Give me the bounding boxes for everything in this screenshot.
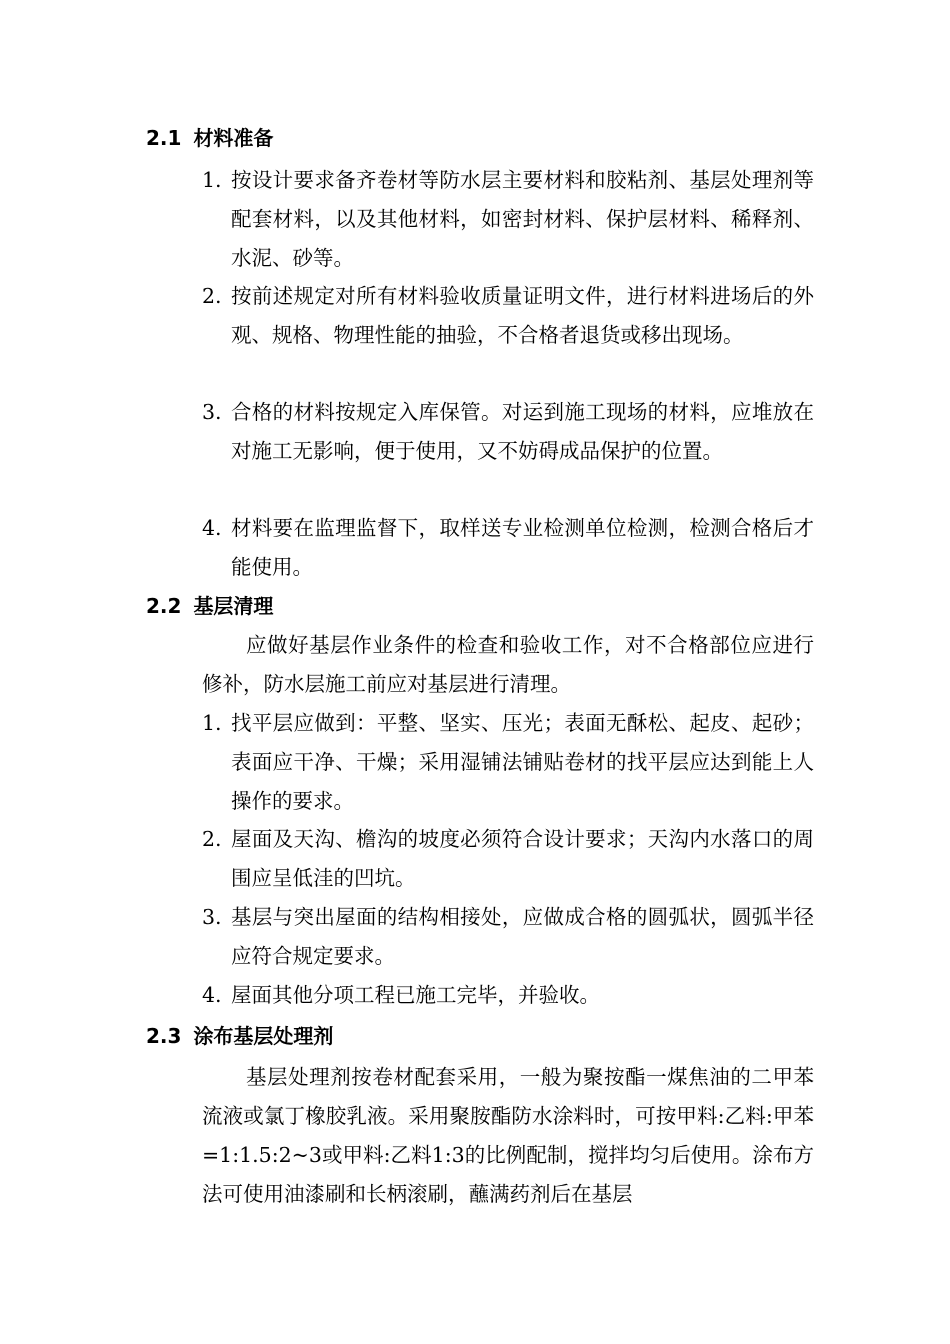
section-heading-2-2 [146,592,273,620]
list-item [202,898,814,976]
list-item [202,976,814,1015]
list-item-text: 按前述规定对所有材料验收质量证明文件，进行材料进场后的外观、规格、物理性能的抽验，不合格者退货或移出现场。 [231,284,814,347]
list-item [202,820,814,898]
list-item-number: 4. [202,983,222,1007]
list-item-number: 1. [202,711,222,735]
list-item-text: 按设计要求备齐卷材等防水层主要材料和胶粘剂、基层处理剂等配套材料，以及其他材料，如密封材料、保护层材料、稀释剂、水泥、砂等。 [231,168,814,270]
section-number: 2.1 [146,126,182,150]
section-intro-paragraph: 应做好基层作业条件的检查和验收工作，对不合格部位应进行修补，防水层施工前应对基层进行清理。 [202,633,814,696]
list-item-number: 4. [202,516,222,540]
list-item-text: 基层与突出屋面的结构相接处，应做成合格的圆弧状，圆弧半径应符合规定要求。 [231,905,814,968]
list-item-number: 1. [202,168,222,192]
list-item-number: 2. [202,827,222,851]
list-item [202,277,814,355]
list-item [202,161,814,278]
list-item-text: 屋面及天沟、檐沟的坡度必须符合设计要求；天沟内水落口的周围应呈低洼的凹坑。 [231,827,814,890]
list-item-text: 找平层应做到：平整、坚实、压光；表面无酥松、起皮、起砂；表面应干净、干燥；采用湿铺法铺贴卷材的找平层应达到能上人操作的要求。 [231,711,814,813]
list-item [202,393,814,471]
section-number: 2.2 [146,594,182,618]
list-item-number: 3. [202,905,222,929]
list-item-number: 2. [202,284,222,308]
list-item-text: 材料要在监理监督下，取样送专业检测单位检测，检测合格后才能使用。 [231,516,814,579]
section-intro-paragraph: 基层处理剂按卷材配套采用，一般为聚按酯一煤焦油的二甲苯流液或氯丁橡胶乳液。采用聚胺酯防水涂料时，可按甲料:乙料:甲苯=1:1.5:2~3或甲料:乙料1:3的比例配制，搅拌均匀后使用。涂布方法可使用油漆刷和长柄滚刷，蘸满药剂后在基层 [202,1065,814,1206]
list-item [202,704,814,821]
list-item-number: 3. [202,400,222,424]
section-title: 基层清理 [193,594,274,618]
list-item-text: 合格的材料按规定入库保管。对运到施工现场的材料，应堆放在对施工无影响，便于使用，又不妨碍成品保护的位置。 [231,400,814,463]
section-number: 2.3 [146,1024,182,1048]
list-item-text: 屋面其他分项工程已施工完毕，并验收。 [231,983,600,1007]
section-title: 材料准备 [193,126,274,150]
section-title: 涂布基层处理剂 [193,1024,334,1048]
section-heading-2-1 [146,124,273,152]
section-heading-2-3 [146,1022,333,1050]
list-item [202,509,814,587]
